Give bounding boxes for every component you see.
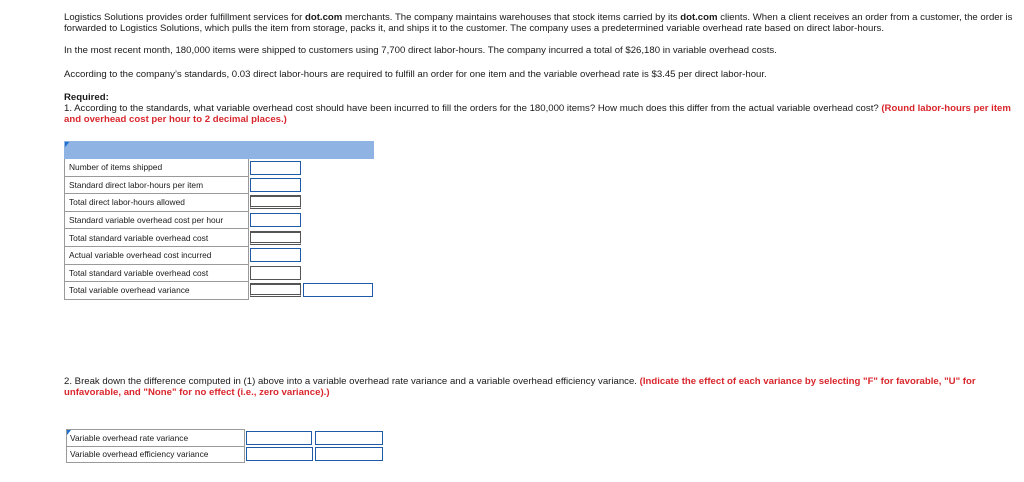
intro-paragraph-1	[64, 12, 1014, 34]
total-std-cost-input[interactable]	[250, 231, 301, 245]
intro-text-a: Logistics Solutions provides order fulfillment services for	[64, 12, 306, 23]
question-2	[64, 376, 1014, 398]
intro-paragraph-2: In the most recent month, 180,000 items were shipped to customers using 7,700 direct labor-hours. The company incurred a total of $26,180 in variable overhead costs.	[64, 45, 777, 56]
required-heading: Required:	[64, 92, 109, 103]
table-row	[65, 159, 374, 177]
row-label-std-hours-per-item: Standard direct labor-hours per item	[65, 176, 249, 194]
intro-dotcom-2: dot.com	[680, 12, 718, 23]
intro-dotcom-1: dot.com	[305, 12, 343, 23]
table-row	[65, 176, 374, 194]
input-marker-icon	[67, 430, 71, 435]
row-label-total-std-cost: Total standard variable overhead cost	[65, 229, 249, 247]
total-variance-effect-select[interactable]	[303, 283, 373, 297]
intro-paragraph-3: According to the company’s standards, 0.03 direct labor-hours are required to fulfill an order for one item and the variable overhead rate is $3.45 per direct labor-hour.	[64, 69, 767, 80]
intro-text-c: merchants. The company maintains warehouses that stock items carried by its	[342, 12, 681, 23]
variance-worksheet-table	[64, 141, 374, 300]
efficiency-variance-input[interactable]	[246, 447, 313, 461]
table-row	[65, 246, 374, 264]
table-row	[67, 430, 384, 447]
intro-text-e: clients. When a client receives an order from a customer, the order is forwarded to Logistics Solutions, which pulls the item from storage, packs it, and ships it to the customer. The company uses a predetermined variable overhead rate based on direct labor-hours.	[64, 12, 1013, 34]
row-label-total-std-cost-2: Total standard variable overhead cost	[65, 264, 249, 282]
required-section	[64, 92, 1014, 125]
row-label-total-variance: Total variable overhead variance	[65, 282, 249, 300]
rate-variance-input[interactable]	[246, 431, 313, 445]
question-2-instruction: (Indicate the effect of each variance by selecting "F" for favorable, "U" for unfavorable, and "None" for no effect (i.e., zero variance).)	[64, 376, 976, 398]
table-row	[65, 194, 374, 212]
table-row	[65, 264, 374, 282]
std-cost-per-hour-input[interactable]	[250, 213, 301, 227]
table-row	[65, 282, 374, 300]
table-header-band	[65, 142, 374, 159]
total-hours-allowed-input[interactable]	[250, 195, 301, 209]
row-label-actual-cost: Actual variable overhead cost incurred	[65, 246, 249, 264]
input-marker-icon	[65, 142, 69, 147]
total-std-cost-2-input[interactable]	[250, 266, 301, 280]
table-row	[65, 211, 374, 229]
row-label-efficiency-variance: Variable overhead efficiency variance	[67, 446, 245, 463]
table-row	[65, 229, 374, 247]
row-label-total-hours-allowed: Total direct labor-hours allowed	[65, 194, 249, 212]
question-2-text: 2. Break down the difference computed in (1) above into a variable overhead rate variance and a variable overhead efficiency variance.	[64, 376, 640, 387]
std-hours-per-item-input[interactable]	[250, 178, 301, 192]
row-label-std-cost-per-hour: Standard variable overhead cost per hour	[65, 211, 249, 229]
question-1	[64, 103, 1014, 125]
actual-cost-input[interactable]	[250, 248, 301, 262]
question-1-text: 1. According to the standards, what variable overhead cost should have been incurred to fill the orders for the 180,000 items? How much does this differ from the actual variable overhead cost?	[64, 103, 882, 114]
total-variance-input[interactable]	[250, 283, 301, 297]
items-shipped-input[interactable]	[250, 161, 301, 175]
row-label-items-shipped: Number of items shipped	[65, 159, 249, 177]
question-1-instruction: (Round labor-hours per item and overhead cost per hour to 2 decimal places.)	[64, 103, 1011, 125]
variance-breakdown-table	[66, 429, 384, 463]
efficiency-variance-effect-select[interactable]	[315, 447, 383, 461]
rate-variance-effect-select[interactable]	[315, 431, 383, 445]
table-row	[67, 446, 384, 463]
row-label-rate-variance: Variable overhead rate variance	[67, 430, 245, 447]
